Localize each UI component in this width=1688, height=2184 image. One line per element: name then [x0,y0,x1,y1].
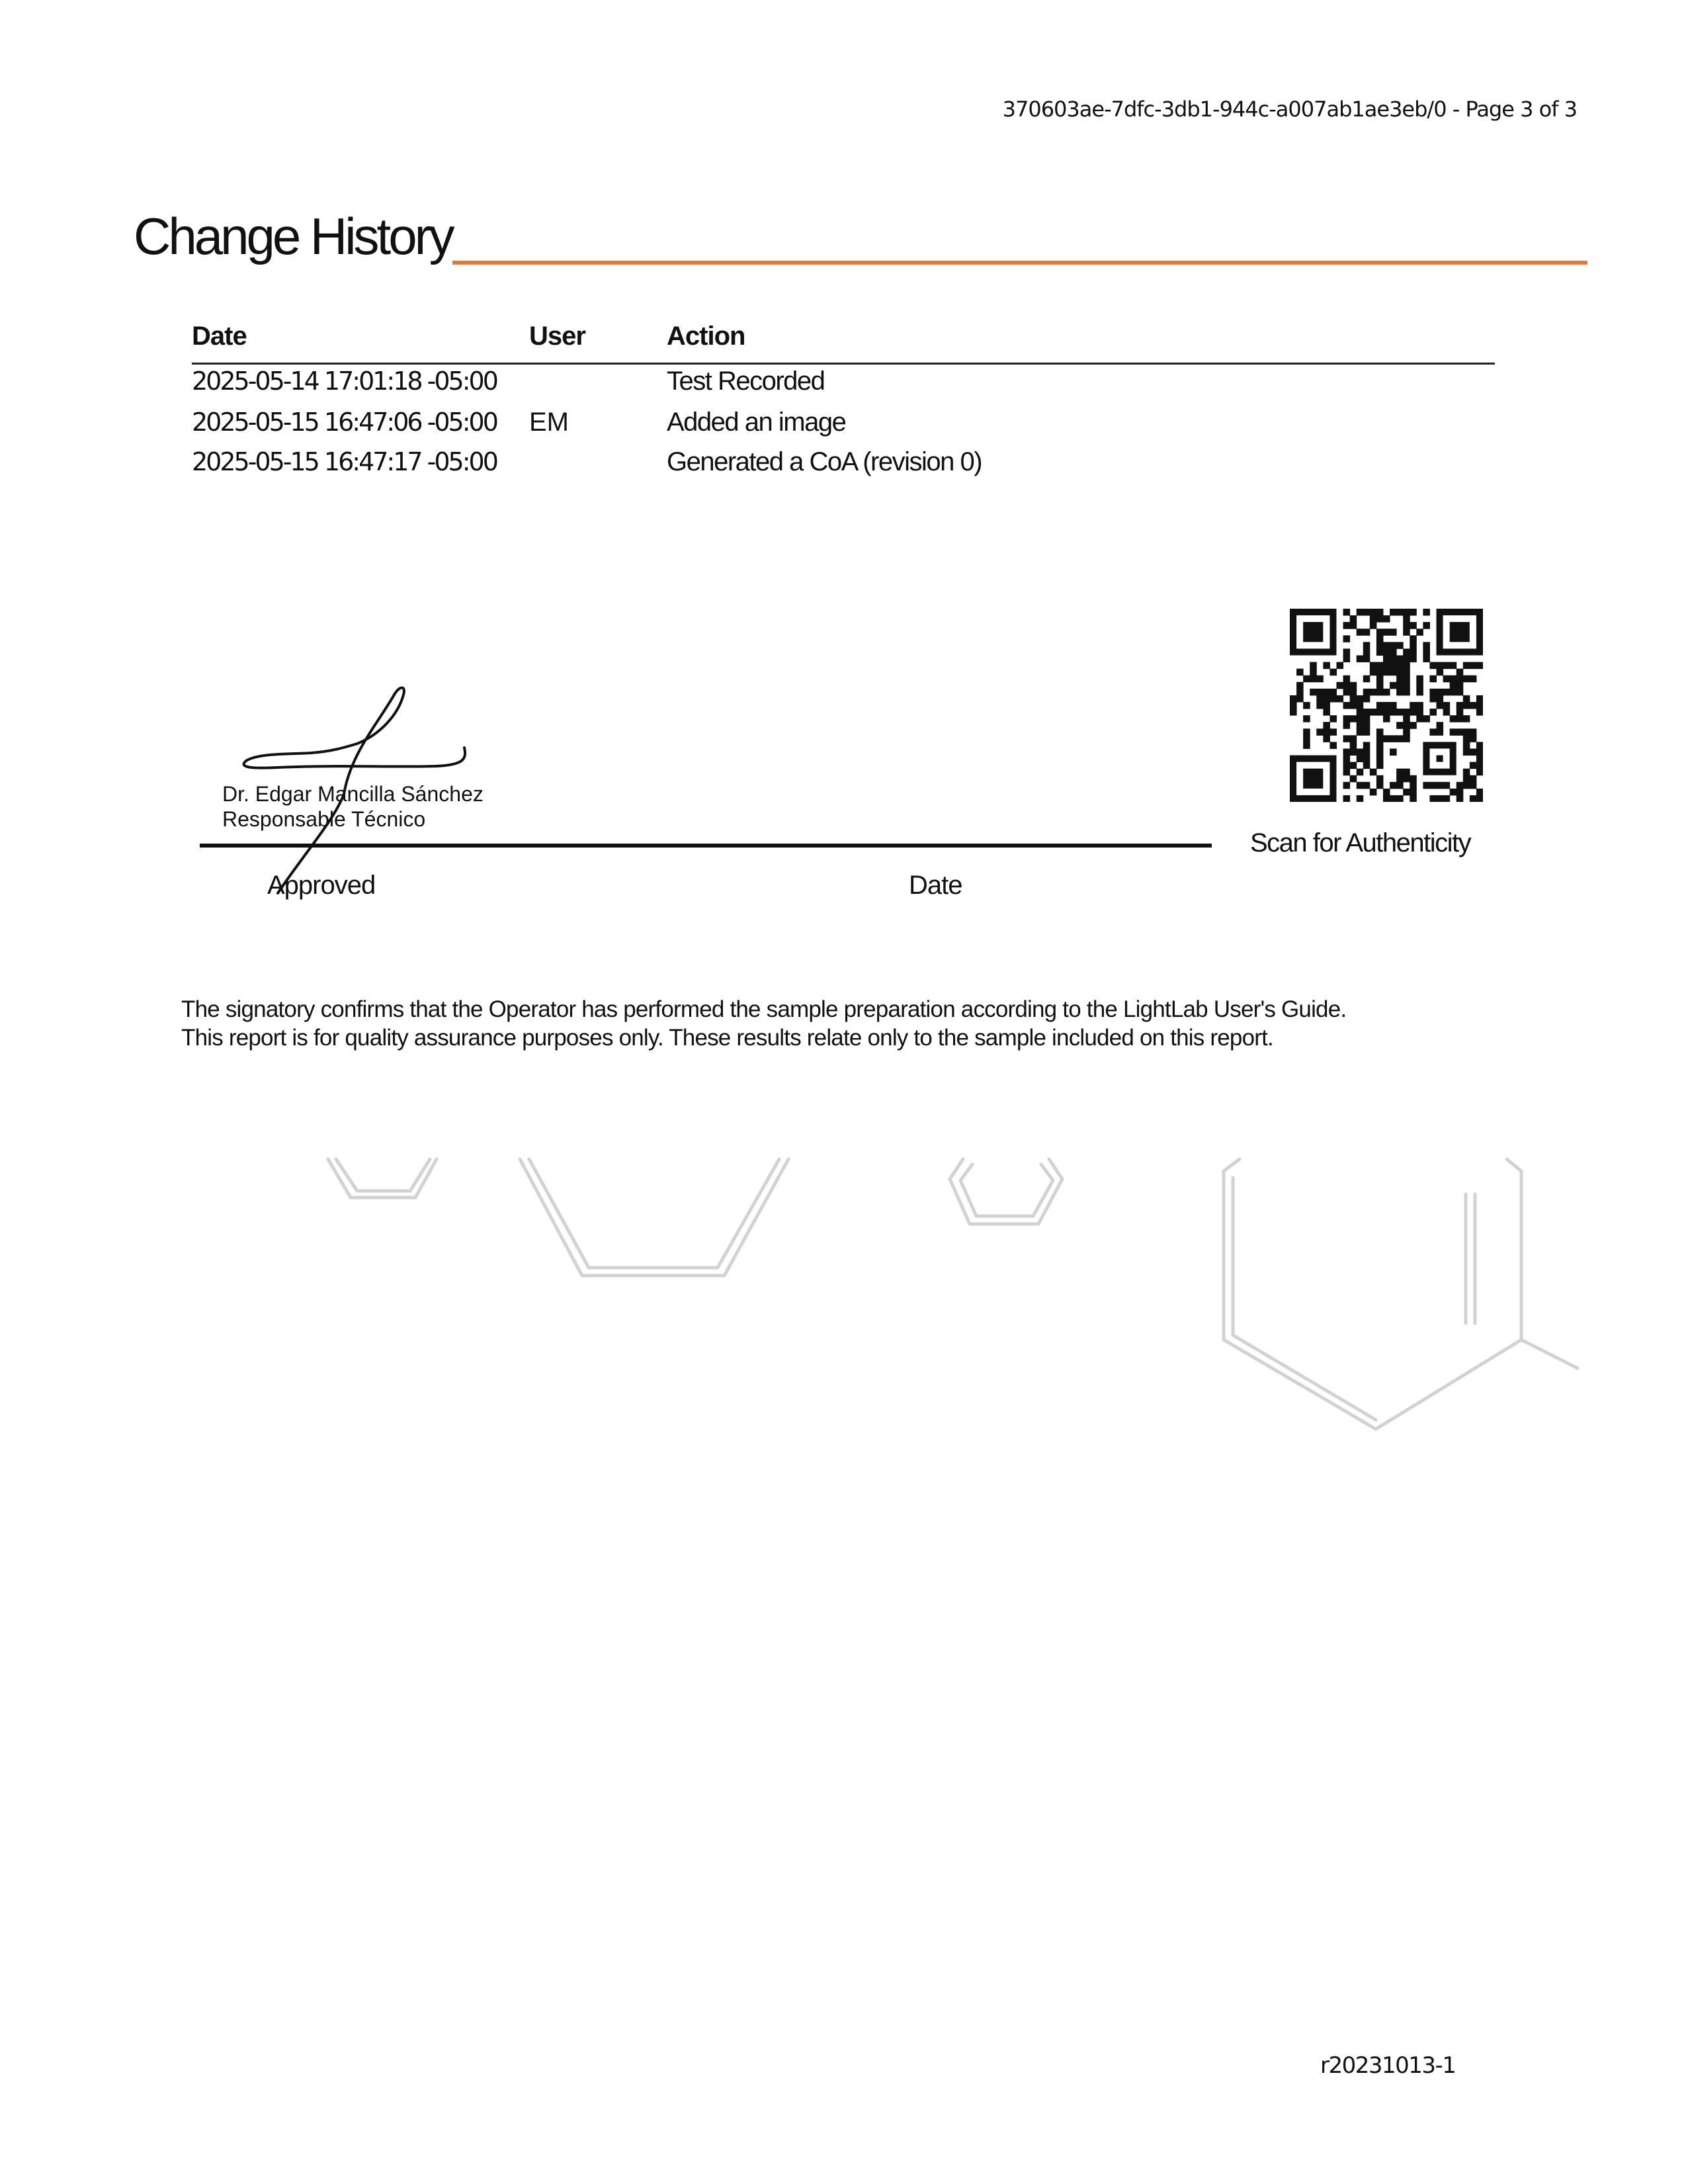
row-action: Test Recorded [667,367,825,396]
column-header-action: Action [667,322,745,351]
revision-code: r20231013-1 [1320,2052,1456,2079]
signature-line [200,844,1212,848]
date-label: Date [909,871,962,900]
row-action: Added an image [667,408,846,437]
disclaimer-line-1: The signatory confirms that the Operator has performed the sample preparation according to the LightLab User's Guide. [181,996,1347,1022]
signer-title: Responsable Técnico [222,807,426,831]
qr-caption: Scan for Authenticity [1250,828,1471,857]
row-date: 2025-05-15 16:47:06 -05:00 [192,408,497,437]
column-header-date: Date [192,322,247,351]
row-user: EM [529,408,569,437]
disclaimer-line-2: This report is for quality assurance purposes only. These results relate only to the sample included on this report. [181,1025,1273,1051]
row-action: Generated a CoA (revision 0) [667,447,982,476]
signer-name: Dr. Edgar Mancilla Sánchez [222,782,484,806]
row-date: 2025-05-14 17:01:18 -05:00 [192,367,497,396]
approved-label: Approved [267,871,376,900]
section-title: Change History [134,207,452,265]
document-id-page-number: 370603ae-7dfc-3db1-944c-a007ab1ae3eb/0 - Page 3 of 3 [1002,97,1577,122]
column-header-user: User [529,322,585,351]
qr-code-icon [1290,609,1483,802]
row-date: 2025-05-15 16:47:17 -05:00 [192,447,497,476]
